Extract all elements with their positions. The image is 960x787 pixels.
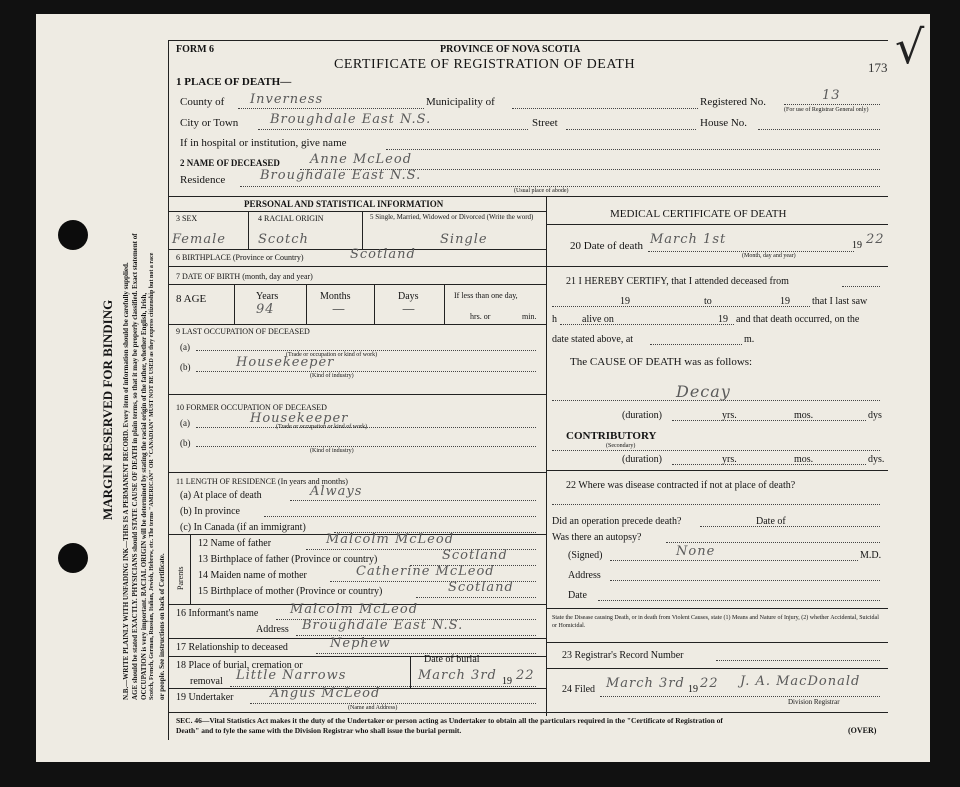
burial-year-suffix: 22 [516, 668, 535, 683]
row-line [546, 608, 888, 609]
informant-address-label: Address [256, 624, 289, 635]
single-label: 5 Single, Married, Widowed or Divorced (Write the word) [370, 213, 534, 221]
personal-heading-line [168, 211, 546, 212]
sex-divider [248, 211, 249, 249]
certify-2d: that I last saw [812, 296, 868, 307]
certify-4b: m. [744, 334, 755, 345]
form-top-line [168, 40, 888, 41]
dob-label: 7 DATE OF BIRTH (month, day and year) [176, 272, 313, 281]
undertaker-value: Angus McLeod [270, 686, 381, 701]
row-line [546, 470, 888, 471]
father-name-label: 12 Name of father [198, 538, 272, 549]
registrar-note: Division Registrar [788, 698, 840, 706]
margin-instruction-line: or people. See instructions on back of Certificate. [158, 553, 166, 700]
residence-label: Residence [180, 174, 226, 186]
burial-divider [410, 656, 411, 688]
signed-value: None [676, 544, 716, 559]
father-birthplace-label: 13 Birthplace of father (Province or country) [198, 554, 378, 565]
county-label: County of [180, 96, 225, 108]
years-label: Years [256, 291, 279, 302]
row-line [546, 266, 888, 267]
informant-label: 16 Informant's name [176, 608, 259, 619]
row-line [168, 266, 546, 267]
mos2-label: mos. [794, 454, 814, 465]
city-line [258, 129, 528, 130]
dys2-label: dys. [868, 454, 885, 465]
sec46-text: SEC. 46—Vital Statistics Act makes it the duty of the Undertaker or person acting as Undertaker to obtain all the particulars required in the "Certificate of Registration of [176, 716, 723, 725]
age-divider [234, 284, 235, 324]
undertaker-line [250, 703, 536, 704]
removal-label: removal [190, 676, 223, 687]
racial-label: 4 RACIAL ORIGIN [258, 214, 324, 223]
residence-b-line [264, 516, 536, 517]
binding-hole-bottom [58, 543, 88, 573]
occ-b-line [196, 371, 536, 372]
burial-place-value: Little Narrows [236, 668, 347, 683]
name-of-deceased-value: Anne McLeod [310, 152, 413, 167]
sex-value: Female [172, 232, 226, 247]
years-divider [306, 284, 307, 324]
county-value: Inverness [250, 92, 324, 107]
house-label: House No. [700, 117, 748, 129]
former-occupation-label: 10 FORMER OCCUPATION OF DECEASED [176, 403, 327, 412]
date-year-suffix: 22 [866, 232, 885, 247]
margin-instruction-line: OCCUPATION is very important. RACIAL ORIGIN will be determined by stating the racial origin of the father, whether English, Irish, [140, 292, 148, 700]
undertaker-note: (Name and Address) [348, 705, 398, 711]
registered-value: 13 [822, 88, 841, 103]
racial-divider [362, 211, 363, 249]
last-occupation-label: 9 LAST OCCUPATION OF DECEASED [176, 327, 310, 336]
name-of-deceased-label: 2 NAME OF DECEASED [180, 158, 280, 168]
margin-binding-label: MARGIN RESERVED FOR BINDING [100, 299, 115, 520]
occ-b-label: (b) [180, 362, 191, 372]
registrar-signature: J. A. MacDonald [740, 674, 861, 689]
certify-2b: to [704, 296, 712, 307]
months-divider [374, 284, 375, 324]
occ-industry-note: (Kind of industry) [310, 373, 354, 379]
md-label: M.D. [860, 550, 882, 561]
father-birthplace-value: Scotland [442, 548, 508, 563]
father-name-value: Malcolm McLeod [326, 532, 455, 547]
binding-hole-top [58, 220, 88, 250]
months-value: — [332, 302, 346, 317]
filed-year-prefix: 19 [688, 684, 698, 695]
mother-name-value: Catherine McLeod [356, 564, 495, 579]
certify-3d: and that death occurred, on the [736, 314, 860, 325]
place-of-death-residence-label: (a) At place of death [180, 490, 262, 501]
medical-address-label: Address [568, 570, 601, 581]
street-label: Street [532, 117, 558, 129]
certify-dots-4 [650, 344, 742, 345]
hospital-label: If in hospital or institution, give name [180, 137, 347, 149]
row-line [546, 668, 888, 669]
min-label: min. [522, 312, 537, 321]
cause-line [552, 400, 880, 401]
contracted-line [552, 504, 880, 505]
days-divider [444, 284, 445, 324]
registered-label: Registered No. [700, 96, 766, 108]
duration2-dots [672, 464, 866, 465]
certify-dots-2 [552, 306, 810, 307]
former-a-label: (a) [180, 418, 190, 428]
burial-date-label: Date of burial [424, 654, 480, 665]
parents-label: Parents [176, 566, 185, 590]
filed-year-suffix: 22 [700, 676, 719, 691]
filed-value: March 3rd [606, 676, 685, 691]
medical-address-line [610, 580, 880, 581]
place-of-death-heading: 1 PLACE OF DEATH— [176, 76, 292, 88]
row-line [168, 284, 546, 285]
form-number: FORM 6 [176, 44, 215, 55]
occ-trade-note: (Trade or occupation or kind of work) [286, 352, 378, 358]
abode-note: (Usual place of abode) [514, 188, 569, 194]
certify-line-1: 21 I HEREBY CERTIFY, that I attended deceased from [566, 276, 789, 287]
hospital-line [386, 149, 880, 150]
certify-3a: h [552, 314, 557, 325]
former-b-label: (b) [180, 438, 191, 448]
birthplace-label: 6 BIRTHPLACE (Province or Country) [176, 253, 304, 262]
column-divider [546, 196, 547, 716]
province-heading: PROVINCE OF NOVA SCOTIA [440, 44, 581, 55]
hrs-label: hrs. or [470, 312, 491, 321]
medical-heading-line [546, 224, 888, 225]
days-value: — [402, 302, 416, 317]
residence-line [240, 186, 880, 187]
single-value: Single [440, 232, 488, 247]
mother-name-label: 14 Maiden name of mother [198, 570, 307, 581]
relationship-label: 17 Relationship to deceased [176, 642, 288, 653]
occ-a-line [196, 350, 536, 351]
informant-value: Malcolm McLeod [290, 602, 419, 617]
mos-label: mos. [794, 410, 814, 421]
relationship-value: Nephew [330, 636, 391, 651]
certify-dots-3 [560, 324, 734, 325]
signed-label: (Signed) [568, 550, 603, 561]
filed-label: 24 Filed [562, 684, 596, 695]
op-date-label: Date of [756, 516, 786, 527]
cause-label: The CAUSE OF DEATH was as follows: [570, 356, 753, 368]
county-line [238, 108, 424, 109]
yrs2-label: yrs. [722, 454, 737, 465]
row-line [168, 656, 546, 657]
months-label: Months [320, 291, 351, 302]
over-label: (OVER) [848, 726, 877, 735]
municipality-label: Municipality of [426, 96, 495, 108]
section-divider [168, 196, 888, 197]
days-label: Days [398, 291, 419, 302]
certify-4a: date stated above, at [552, 334, 634, 345]
residence-value: Broughdale East N.S. [260, 168, 422, 183]
form-left-border [168, 40, 169, 740]
former-trade-note: (Trade or occupation or kind of work) [276, 424, 368, 430]
mother-birthplace-label: 15 Birthplace of mother (Province or country) [198, 586, 383, 597]
place-of-death-residence-value: Always [310, 484, 363, 499]
occ-b-value: Housekeeper [236, 355, 335, 370]
city-label: City or Town [180, 117, 239, 129]
residence-a-line [290, 500, 536, 501]
occ-a-label: (a) [180, 342, 190, 352]
state-note: State the Disease causing Death, or in death from Violent Causes, state (1) Means and Nature of Injury, (2) whether Accidental, Suicidal or Homicidal. [552, 615, 879, 629]
certificate-paper [36, 14, 930, 762]
personal-heading: PERSONAL AND STATISTICAL INFORMATION [244, 199, 444, 209]
mother-birthplace-value: Scotland [448, 580, 514, 595]
duration2-label: (duration) [622, 454, 662, 465]
racial-value: Scotch [258, 232, 309, 247]
yrs-label: yrs. [722, 410, 737, 421]
autopsy-line [666, 542, 880, 543]
city-value: Broughdale East N.S. [270, 112, 432, 127]
date-year-prefix: 19 [852, 240, 862, 251]
street-line [566, 129, 696, 130]
date-of-death-label: 20 Date of death [570, 240, 643, 252]
record-number-label: 23 Registrar's Record Number [562, 650, 684, 661]
municipality-line [512, 108, 698, 109]
margin-instruction-line: AGE should be stated EXACTLY. PHYSICIANS should STATE CAUSE OF DEATH in plain terms, so that it may be properly classified. Exact statement of [131, 233, 139, 700]
age-label: 8 AGE [176, 293, 207, 305]
contributory-label: CONTRIBUTORY [566, 430, 657, 442]
row-line [168, 472, 546, 473]
house-line [758, 129, 880, 130]
burial-place-label: 18 Place of burial, cremation or [176, 660, 303, 671]
date-of-death-value: March 1st [650, 232, 727, 247]
medical-heading: MEDICAL CERTIFICATE OF DEATH [610, 208, 787, 220]
date-of-death-line [648, 251, 854, 252]
sex-label: 3 SEX [176, 214, 198, 223]
page-title: CERTIFICATE OF REGISTRATION OF DEATH [334, 57, 636, 72]
record-line [716, 660, 880, 661]
medical-date-label: Date [568, 590, 587, 601]
operation-line [700, 526, 880, 527]
footer-line [168, 712, 888, 713]
duration-dots [672, 420, 866, 421]
certify-3c: 19 [718, 314, 728, 325]
margin-instruction-line: N.B.—WRITE PLAINLY WITH UNFADING INK—THIS IS A PERMANENT RECORD. Every item of information should be carefully supplied. [122, 262, 130, 700]
filed-line [600, 696, 880, 697]
less-than-day-label: If less than one day, [454, 291, 518, 300]
margin-instruction-line: Scotch, French, German, Russian, Italian, Jewish, Hebrew, etc. The terms "AMERICAN" OR "CANADIAN" MUST NOT BE USED as they express citizenship but not a race [149, 252, 155, 700]
autopsy-label: Was there an autopsy? [552, 532, 642, 543]
certify-dots-1 [842, 286, 880, 287]
mother-bp-line [416, 597, 536, 598]
certify-2c: 19 [780, 296, 790, 307]
certify-3b: alive on [582, 314, 614, 325]
certificate-number: 173 [868, 60, 888, 75]
in-province-label: (b) In province [180, 506, 240, 517]
in-canada-label: (c) In Canada (if an immigrant) [180, 522, 306, 533]
years-value: 94 [256, 302, 275, 317]
burial-date-value: March 3rd [418, 668, 497, 683]
informant-address-value: Broughdale East N.S. [302, 618, 464, 633]
row-line [168, 394, 546, 395]
sec46-text-2: Death" and to fyle the same with the Division Registrar who shall issue the burial permit. [176, 726, 462, 735]
certify-2a: 19 [620, 296, 630, 307]
dys-label: dys [868, 410, 882, 421]
check-mark: √ [895, 20, 926, 74]
burial-year-prefix: 19 [502, 676, 512, 687]
registered-line [784, 104, 880, 105]
secondary-note: (Secondary) [606, 443, 636, 449]
date-note: (Month, day and year) [742, 253, 796, 259]
former-a-value: Housekeeper [250, 411, 349, 426]
contributory-line [552, 450, 880, 451]
signed-line [610, 560, 858, 561]
undertaker-label: 19 Undertaker [176, 692, 234, 703]
birthplace-value: Scotland [350, 247, 416, 262]
duration-label: (duration) [622, 410, 662, 421]
operation-label: Did an operation precede death? [552, 516, 682, 527]
medical-date-line [598, 600, 880, 601]
row-line [168, 324, 546, 325]
cause-value: Decay [676, 382, 731, 401]
former-industry-note: (Kind of industry) [310, 448, 354, 454]
parents-divider [190, 534, 191, 604]
length-of-residence-label: 11 LENGTH OF RESIDENCE (In years and months) [176, 477, 348, 486]
row-line [546, 642, 888, 643]
former-b-line [196, 446, 536, 447]
contracted-label: 22 Where was disease contracted if not at place of death? [566, 480, 796, 491]
registered-note: (For use of Registrar General only) [784, 107, 869, 113]
